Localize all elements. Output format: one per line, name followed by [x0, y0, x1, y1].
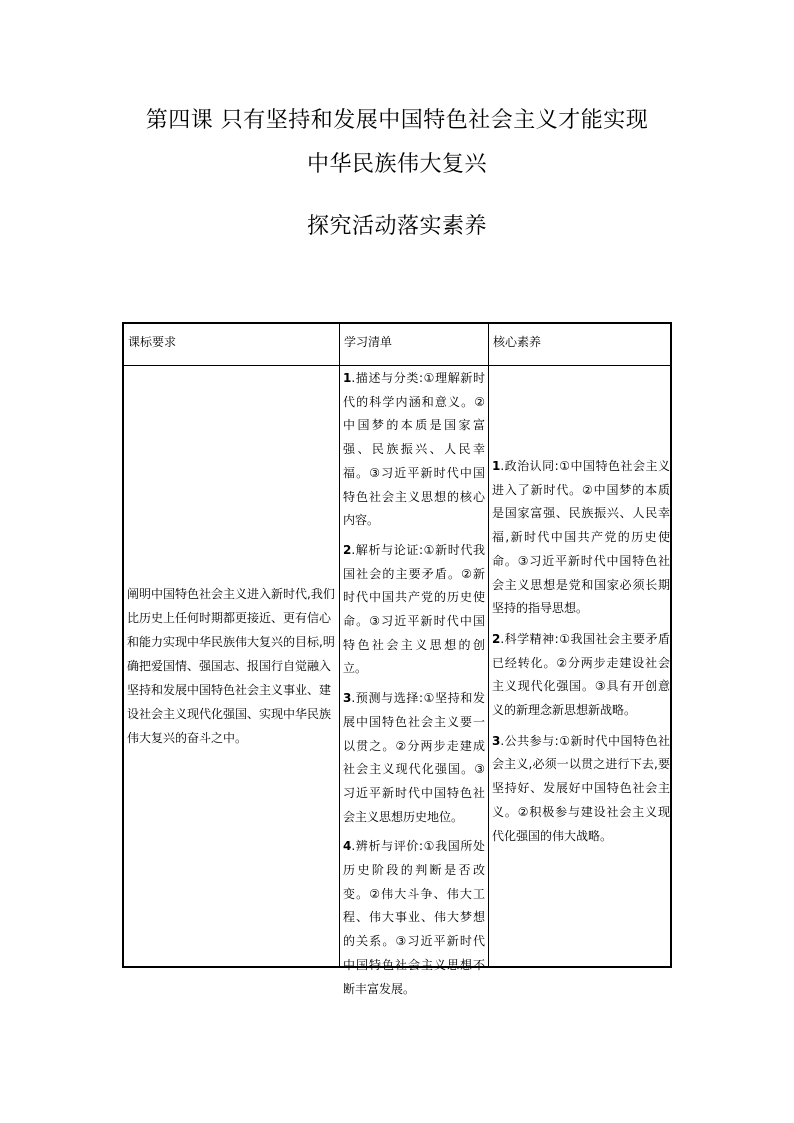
item-text: .政治认同:①中国特色社会主义进入了新时代。②中国梦的本质是国家富强、民族振兴、人民幸福,新时代中国共产党的历史使命。③习近平新时代中国特色社会主义思想是党和国家必须长期坚持的指导思想。 — [492, 459, 670, 616]
core-literacy-item — [492, 455, 670, 621]
requirement-text: 阐明中国特色社会主义进入新时代,我们比历史上任何时期都更接近、更有信心和能力实现中华民族伟大复兴的目标,明确把爱国情、强国志、报国行自觉融入坚持和发展中国特色社会主义事业、建设社会主义现代化强国、实现中华民族伟大复兴的奋斗之中。 — [127, 587, 335, 745]
header-study-list: 学习清单 — [344, 335, 393, 349]
item-text: .科学精神:①我国社会主要矛盾已经转化。②分两步走建设社会主义现代化强国。③具有开创意义的新理念新思想新战略。 — [492, 631, 670, 718]
item-number: 3 — [343, 691, 352, 706]
item-number: 2 — [492, 631, 501, 646]
core-literacy-item — [492, 730, 670, 849]
item-number: 4 — [343, 839, 352, 854]
header-divider — [124, 365, 670, 366]
curriculum-table — [122, 322, 672, 996]
item-number: 3 — [492, 733, 501, 748]
column-divider — [339, 324, 340, 966]
item-text: .公共参与:①新时代中国特色社会主义,必须一以贯之进行下去,要坚持好、发展好中国特色社会主义。②积极参与建设社会主义现代化强国的伟大战略。 — [492, 733, 670, 843]
item-number: 1 — [343, 371, 352, 385]
item-number: 1 — [492, 459, 501, 473]
core-literacy-cell — [492, 455, 670, 855]
page-title-line-1: 第四课 只有坚持和发展中国特色社会主义才能实现 — [145, 108, 649, 133]
page-title-line-2: 中华民族伟大复兴 — [306, 152, 487, 177]
column-divider — [488, 324, 489, 966]
study-list-item — [343, 835, 485, 1001]
item-text: .预测与选择:①坚持和发展中国特色社会主义要一以贯之。②分两步走建成社会主义现代化强国。③习近平新时代中国特色社会主义思想历史地位。 — [343, 691, 485, 824]
study-list-cell — [343, 367, 485, 1007]
item-number: 2 — [343, 542, 352, 557]
study-list-item — [343, 539, 485, 681]
study-list-item — [343, 687, 485, 829]
item-text: .描述与分类:①理解新时代的科学内涵和意义。②中国梦的本质是国家富强、民族振兴、人民幸福。③习近平新时代中国特色社会主义思想的核心内容。 — [343, 371, 485, 528]
item-text: .解析与论证:①新时代我国社会的主要矛盾。②新时代中国共产党的历史使命。③习近平新时代中国特色社会主义思想的创立。 — [343, 542, 485, 676]
core-literacy-item — [492, 628, 670, 723]
header-curriculum-requirement: 课标要求 — [128, 335, 177, 349]
header-core-literacy: 核心素养 — [493, 335, 542, 349]
study-list-item — [343, 367, 485, 533]
item-text: .辨析与评价:①我国所处历史阶段的判断是否改变。②伟大斗争、伟大工程、伟大事业、伟大梦想的关系。③习近平新时代中国特色社会主义思想不断丰富发展。 — [343, 839, 485, 996]
section-subtitle: 探究活动落实素养 — [306, 214, 487, 239]
